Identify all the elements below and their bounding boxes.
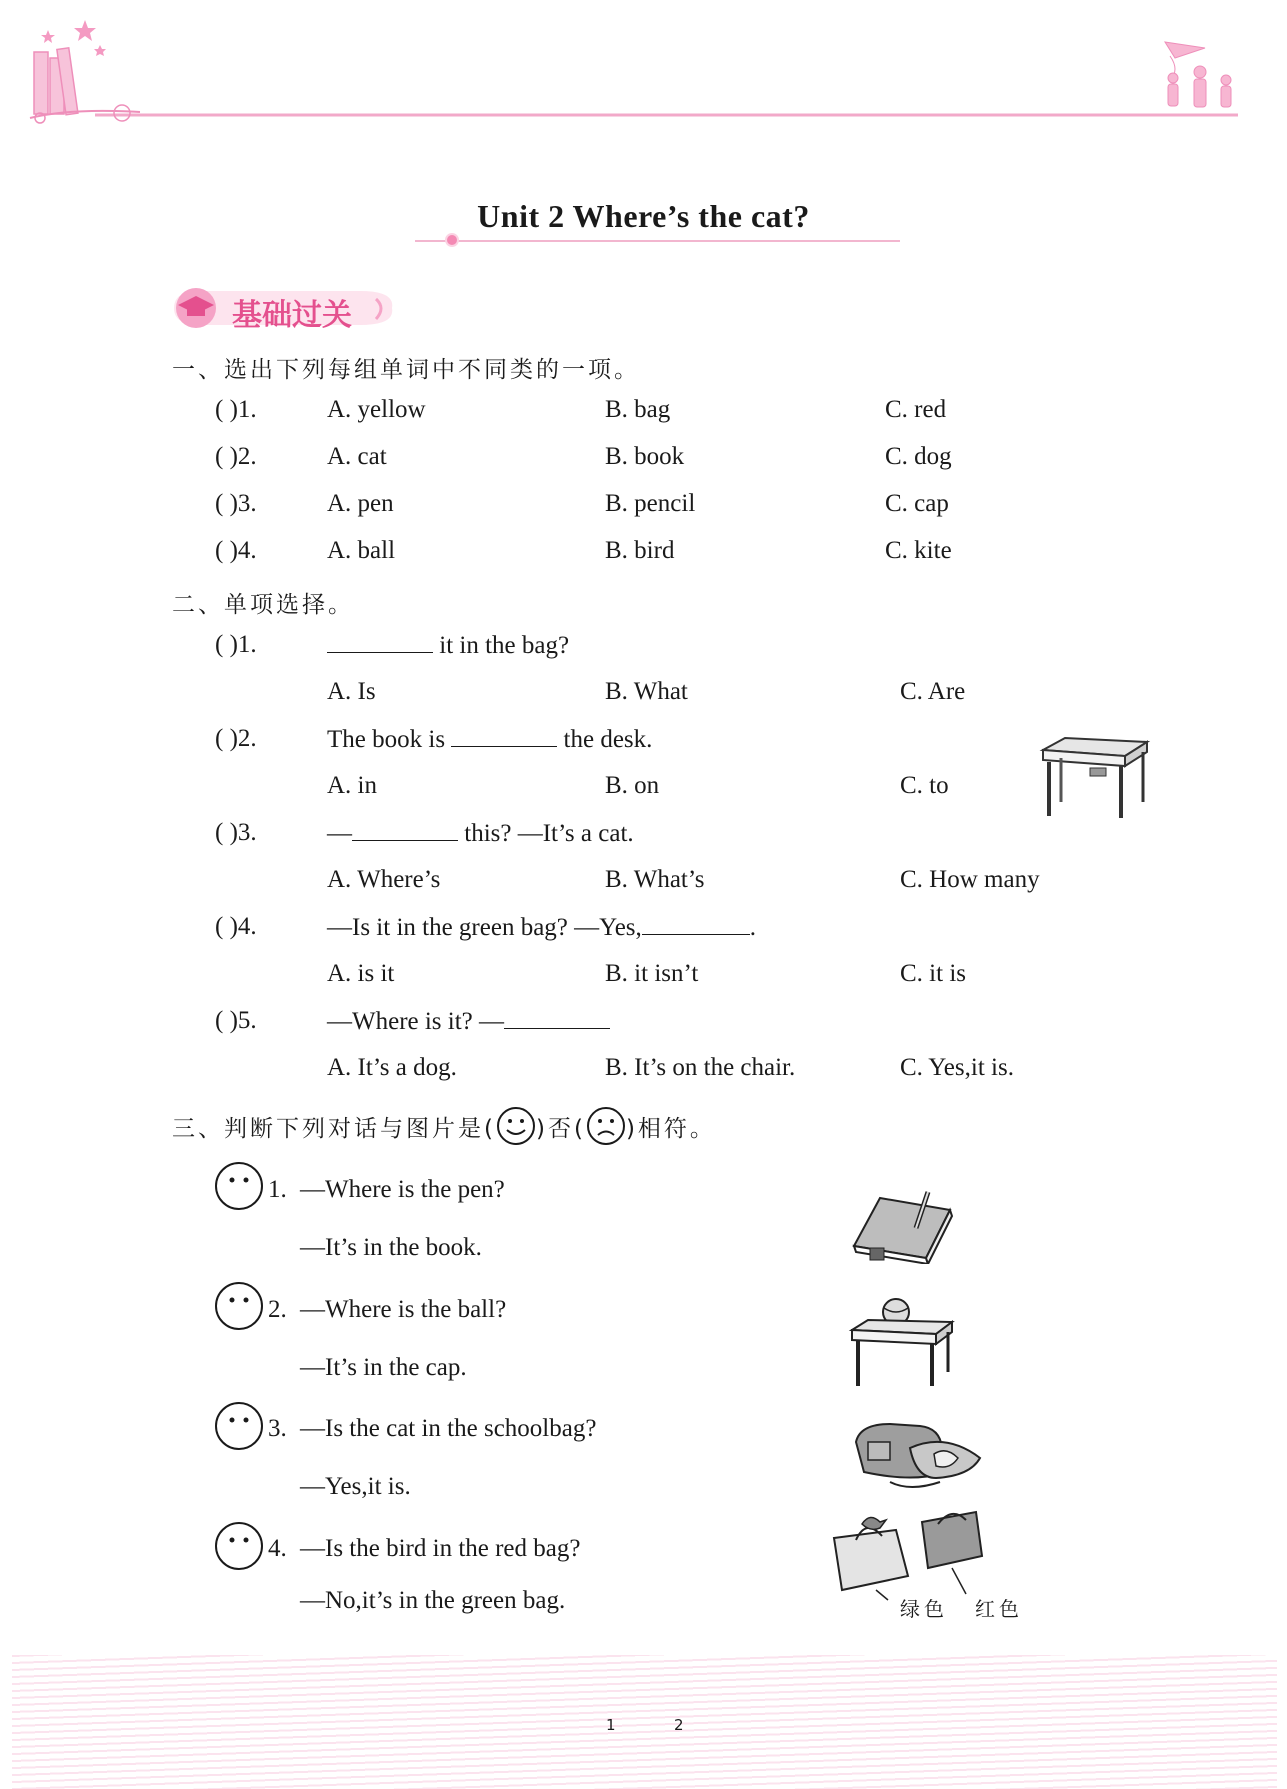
header-decoration (0, 0, 1287, 140)
part3-heading (172, 1106, 716, 1146)
part3-question-4: —Is the bird in the red bag? (300, 1535, 581, 1562)
part1-num-1: ( )1. (215, 396, 257, 423)
part1-num-2: ( )2. (215, 443, 257, 470)
part2-num-1: ( )1. (215, 631, 257, 658)
part2-question-2 (327, 724, 652, 755)
part3-question-2: —Where is the ball? (300, 1296, 507, 1323)
part2-num-3: ( )3. (215, 819, 257, 846)
part1-option-c-3: C. cap (885, 490, 949, 517)
part1-option-a-3: A. pen (327, 490, 394, 517)
part3-answer-4: —No,it’s in the green bag. (300, 1587, 566, 1614)
question-text-post: the desk. (557, 726, 653, 753)
part3-num-2: 2. (268, 1296, 287, 1323)
part2-option-a-3: A. Where’s (327, 866, 441, 893)
answer-face-circle[interactable] (214, 1521, 264, 1571)
bag-label-green: 绿色 (900, 1597, 948, 1621)
part1-option-b-2: B. book (605, 443, 685, 470)
answer-face-circle[interactable] (214, 1161, 264, 1211)
part1-option-b-4: B. bird (605, 537, 675, 564)
part2-option-a-5: A. It’s a dog. (327, 1054, 457, 1081)
smiley-face-icon (496, 1106, 536, 1146)
part1-option-a-4: A. ball (327, 537, 396, 564)
books-logo-icon (30, 48, 140, 123)
part3-answer-3: —Yes,it is. (300, 1473, 411, 1500)
answer-blank[interactable] (642, 912, 750, 935)
answer-face-circle[interactable] (214, 1401, 264, 1451)
part2-question-4 (327, 912, 756, 943)
part2-option-b-1: B. What (605, 678, 688, 705)
section-label: 基础过关 (232, 298, 352, 333)
question-text-post: it in the bag? (433, 632, 570, 659)
part2-option-c-2: C. to (900, 772, 949, 799)
answer-blank[interactable] (327, 630, 433, 653)
part1-option-a-1: A. yellow (327, 396, 426, 423)
part3-heading-mid: )否( (535, 1115, 586, 1142)
part1-num-3: ( )3. (215, 490, 257, 517)
part1-option-b-1: B. bag (605, 396, 671, 423)
part2-option-a-1: A. Is (327, 678, 376, 705)
title-dot-icon (445, 233, 459, 247)
answer-face-circle[interactable] (214, 1281, 264, 1331)
question-text-post: this? —It’s a cat. (458, 820, 634, 847)
part2-option-b-5: B. It’s on the chair. (605, 1054, 796, 1081)
part3-num-3: 3. (268, 1415, 287, 1442)
answer-blank[interactable] (352, 818, 458, 841)
question-text-pre: The book is (327, 726, 452, 753)
part3-num-4: 4. (268, 1535, 287, 1562)
part2-option-c-3: C. How many (900, 866, 1040, 893)
answer-blank[interactable] (504, 1006, 610, 1029)
question-text-post: . (749, 914, 757, 941)
part3-heading-post: )相符。 (625, 1115, 716, 1142)
question-text-pre: — (327, 820, 352, 847)
part2-question-3 (327, 818, 634, 849)
part2-option-c-1: C. Are (900, 678, 966, 705)
part3-heading-pre: 三、判断下列对话与图片是( (172, 1115, 496, 1142)
desk-with-ball-icon (848, 1294, 958, 1390)
part2-num-5: ( )5. (215, 1007, 257, 1034)
graduation-cap-icon (176, 288, 216, 328)
part3-answer-1: —It’s in the book. (300, 1234, 482, 1261)
part2-num-2: ( )2. (215, 725, 257, 752)
part3-answer-2: —It’s in the cap. (300, 1354, 467, 1381)
stars-icon (41, 20, 106, 56)
title-underline (415, 240, 900, 242)
question-text-pre: —Is it in the green bag? —Yes, (327, 914, 642, 941)
bag-label-red: 红色 (975, 1597, 1023, 1621)
sad-face-icon (586, 1106, 626, 1146)
part1-option-a-2: A. cat (327, 443, 387, 470)
book-with-pen-icon (850, 1188, 960, 1264)
answer-blank[interactable] (451, 724, 557, 747)
part1-heading: 一、选出下列每组单词中不同类的一项。 (172, 357, 640, 383)
part2-heading: 二、单项选择。 (172, 592, 354, 618)
desk-with-book-icon (1035, 732, 1155, 822)
part2-option-b-4: B. it isn’t (605, 960, 699, 987)
page-title: Unit 2 Where’s the cat? (477, 198, 810, 234)
part1-option-c-1: C. red (885, 396, 947, 423)
part2-option-b-2: B. on (605, 772, 660, 799)
page-number-right: 2 (674, 1716, 684, 1734)
part3-question-1: —Where is the pen? (300, 1176, 505, 1203)
page-number-left: 1 (606, 1716, 616, 1734)
part2-option-a-2: A. in (327, 772, 377, 799)
schoolbag-with-cat-icon (850, 1418, 985, 1492)
children-kite-icon (1165, 42, 1231, 107)
part2-question-1 (327, 630, 569, 661)
part2-option-c-5: C. Yes,it is. (900, 1054, 1014, 1081)
part1-option-b-3: B. pencil (605, 490, 696, 517)
part2-option-c-4: C. it is (900, 960, 966, 987)
part2-option-b-3: B. What’s (605, 866, 705, 893)
part2-option-a-4: A. is it (327, 960, 395, 987)
part2-question-5 (327, 1006, 610, 1037)
footer-band (12, 1655, 1277, 1789)
question-text-pre: —Where is it? — (327, 1008, 505, 1035)
two-bags-with-bird-icon (826, 1504, 986, 1604)
part1-num-4: ( )4. (215, 537, 257, 564)
part3-question-3: —Is the cat in the schoolbag? (300, 1415, 597, 1442)
part3-num-1: 1. (268, 1176, 287, 1203)
part1-option-c-2: C. dog (885, 443, 952, 470)
part2-num-4: ( )4. (215, 913, 257, 940)
part1-option-c-4: C. kite (885, 537, 952, 564)
